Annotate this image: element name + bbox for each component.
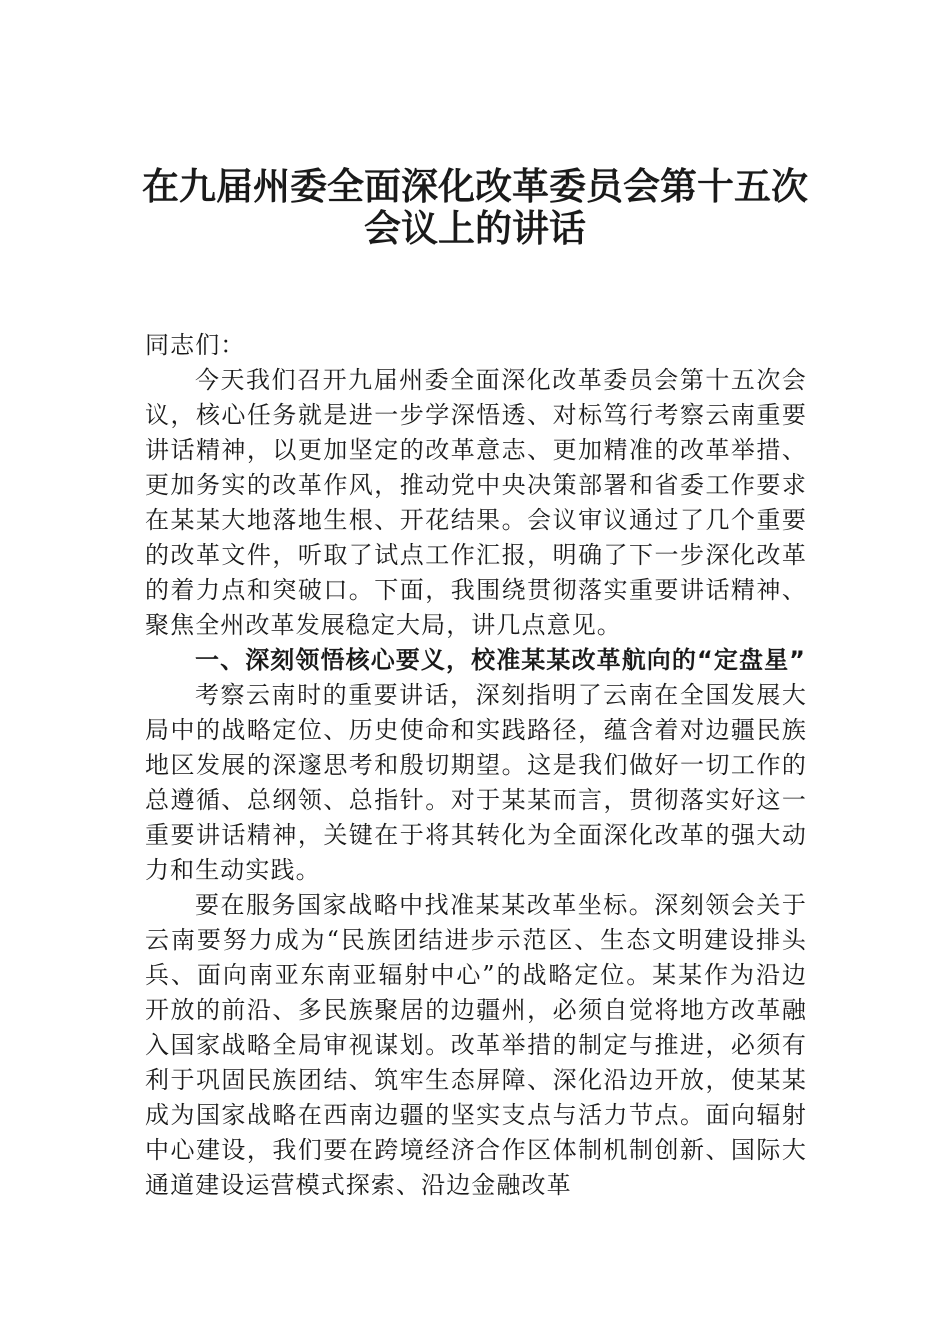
section-1-paragraph-1: 考察云南时的重要讲话，深刻指明了云南在全国发展大局中的战略定位、历史使命和实践路径，蕴含着对边疆民族地区发展的深邃思考和殷切期望。这是我们做好一切工作的总遵循、总纲领、总指针。对于某某而言，贯彻落实好这一重要讲话精神，关键在于将其转化为全面深化改革的强大动力和生动实践。 — [145, 681, 807, 884]
document-body — [145, 328, 807, 1203]
document-title-line-1: 在九届州委全面深化改革委员会第十五次 — [142, 164, 808, 208]
greeting: 同志们： — [145, 331, 246, 359]
section-heading-1: 一、深刻领悟核心要义，校准某某改革航向的“定盘星” — [195, 646, 807, 674]
intro-paragraph: 今天我们召开九届州委全面深化改革委员会第十五次会议，核心任务就是进一步学深悟透、对标笃行考察云南重要讲话精神，以更加坚定的改革意志、更加精准的改革举措、更加务实的改革作风，推动党中央决策部署和省委工作要求在某某大地落地生根、开花结果。会议审议通过了几个重要的改革文件，听取了试点工作汇报，明确了下一步深化改革的着力点和突破口。下面，我围绕贯彻落实重要讲话精神、聚焦全州改革发展稳定大局，讲几点意见。 — [145, 366, 807, 639]
document-title-line-2: 会议上的讲话 — [364, 206, 586, 250]
section-1-paragraph-2: 要在服务国家战略中找准某某改革坐标。深刻领会关于云南要努力成为“民族团结进步示范区、生态文明建设排头兵、面向南亚东南亚辐射中心”的战略定位。某某作为沿边开放的前沿、多民族聚居的边疆州，必须自觉将地方改革融入国家战略全局审视谋划。改革举措的制定与推进，必须有利于巩固民族团结、筑牢生态屏障、深化沿边开放，使某某成为国家战略在西南边疆的坚实支点与活力节点。面向辐射中心建设，我们要在跨境经济合作区体制机制创新、国际大通道建设运营模式探索、沿边金融改革 — [145, 891, 807, 1199]
